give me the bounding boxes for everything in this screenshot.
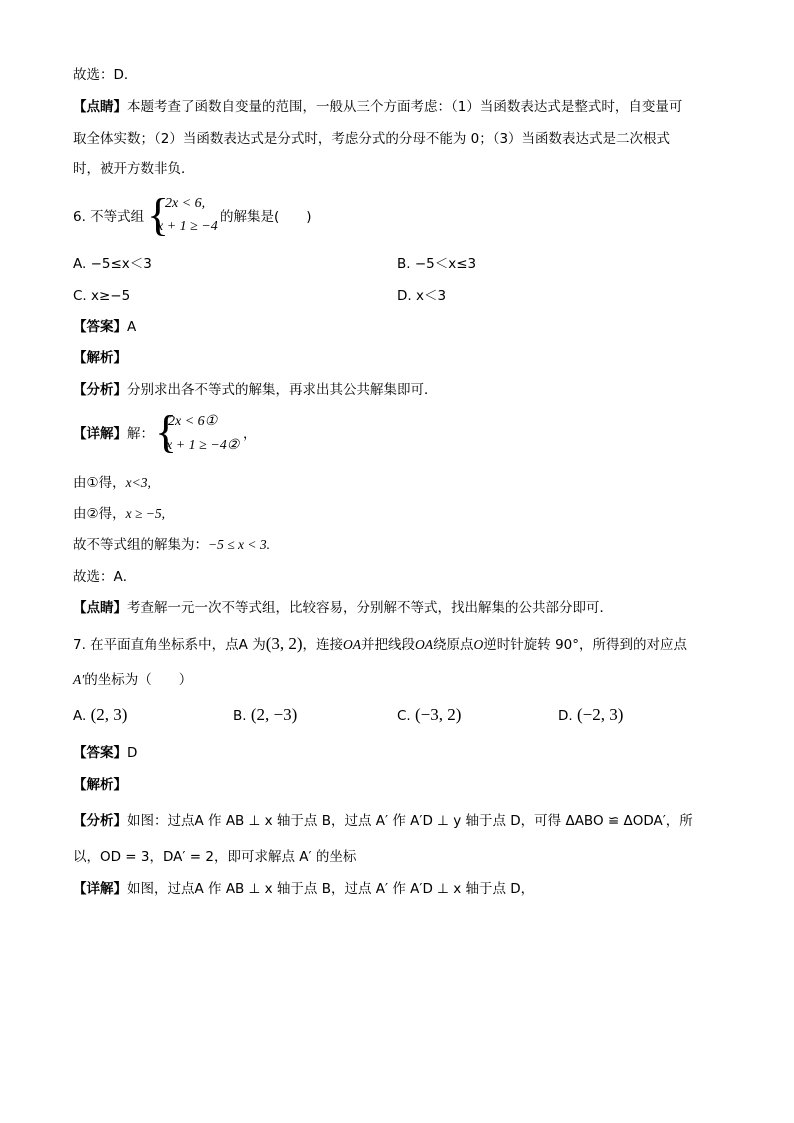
q7-xiangjie: 如图，过点A 作 AB ⊥ x 轴于点 B，过点 A′ 作 A′D ⊥ x 轴于点 D， (127, 881, 535, 897)
q7-oa: OA (343, 637, 362, 652)
q7-xiangjie-line (73, 880, 534, 898)
dianjing-line-2: 取全体实数；（2）当函数表达式是分式时，考虑分式的分母不能为 0；（3）当函数表达式是二次根式 (73, 131, 671, 147)
q7-jiexi-tag: 【解析】 (73, 777, 127, 793)
q6-answer: A (127, 319, 137, 335)
dianjing-line-1 (73, 98, 682, 116)
q7-option-d-label: D. (558, 708, 573, 724)
q7-option-a-value: (2, 3) (90, 705, 128, 724)
q6-fenxi: 分别求出各不等式的解集，再求出其公共解集即可． (127, 382, 438, 398)
q7-text-e: 逆时针旋转 90°，所得到的对应点 (483, 637, 688, 653)
q6-jiexi-tag: 【解析】 (73, 350, 127, 366)
q6-option-b: B. −5＜x≤3 (397, 256, 477, 272)
q6-guxuan: 故选：A． (73, 569, 137, 585)
fenxi-tag-2: 【分析】 (73, 813, 127, 829)
q6-sys-suffix: ， (243, 426, 257, 442)
q7-text-c: 并把线段 (361, 637, 416, 653)
q7-text-a: 7. 在平面直角坐标系中，点A 为 (73, 637, 266, 653)
fenxi-tag: 【分析】 (73, 382, 127, 398)
q7-oa-2: OA (415, 637, 434, 652)
q6-step-1 (73, 474, 151, 492)
q6-prefix: 6. 不等式组 (73, 209, 145, 225)
q7-option-d (558, 706, 623, 725)
q7-option-a-label: A. (73, 708, 87, 724)
q7-answer: D (127, 745, 138, 761)
q6-step-1-prefix: 由①得， (73, 475, 126, 491)
q7-option-b-label: B. (233, 708, 247, 724)
q6-step-3-math: −5 ≤ x < 3. (208, 537, 270, 552)
q6-sys-eq1: 2x < 6① (168, 414, 218, 429)
xiangjie-tag: 【详解】 (73, 426, 127, 442)
q6-fenxi-line (73, 381, 438, 399)
q6-answer-line (73, 318, 136, 336)
dianjing-line-3: 时，被开方数非负． (73, 161, 195, 177)
q7-option-b-value: (2, −3) (250, 705, 298, 724)
q6-step-3 (73, 536, 270, 554)
dianjing-tag: 【点睛】 (73, 99, 127, 115)
q7-text-b: ，连接 (302, 637, 344, 653)
q7-option-a (73, 706, 127, 725)
q7-text-f: 的坐标为（ ） (84, 672, 193, 688)
q7-option-c-value: (−3, 2) (415, 705, 462, 724)
q6-step-2 (73, 505, 165, 523)
q7-text-d: 绕原点 (433, 637, 474, 653)
q6-option-a: A. −5≤x＜3 (73, 256, 152, 272)
q7-coord: (3, 2) (265, 634, 303, 653)
q7-option-b (233, 706, 297, 725)
answer-choice-line: 故选：D． (73, 67, 138, 83)
q6-step-3-prefix: 故不等式组的解集为： (73, 537, 208, 553)
q6-xiangjie-prefix: 解： (127, 426, 154, 442)
q7-fenxi-line-1 (73, 812, 693, 830)
q7-o: O (473, 637, 484, 652)
q6-eq2: x + 1 ≥ −4 (157, 219, 218, 234)
q6-step-1-math: x<3, (125, 475, 151, 490)
q7-line-1 (73, 635, 687, 654)
q7-fenxi-line-2: 以，OD = 3，DA′ = 2，即可求解点 A′ 的坐标 (73, 849, 357, 865)
q7-fenxi-1: 如图：过点A 作 AB ⊥ x 轴于点 B，过点 A′ 作 A′D ⊥ y 轴于点 D，可得 ΔABO ≌ ΔODA′，所 (127, 813, 693, 829)
q7-option-c (397, 706, 461, 725)
q6-brace: { (147, 189, 170, 240)
q6-dianjing-line (73, 599, 613, 617)
q6-sys-eq2: x + 1 ≥ −4② (166, 438, 240, 453)
q6-suffix: 的解集是( ) (220, 209, 312, 225)
q6-step-2-prefix: 由②得， (73, 506, 126, 522)
q6-dianjing: 考查解一元一次不等式组，比较容易，分别解不等式，找出解集的公共部分即可． (127, 600, 613, 616)
q6-option-d: D. x＜3 (397, 288, 447, 304)
q7-option-c-label: C. (397, 708, 411, 724)
q6-step-2-math: x ≥ −5, (125, 506, 165, 521)
q7-option-d-value: (−2, 3) (576, 705, 624, 724)
answer-tag: 【答案】 (73, 319, 127, 335)
q6-eq1: 2x < 6, (165, 196, 206, 211)
q6-sys-brace: { (155, 406, 178, 457)
xiangjie-tag-2: 【详解】 (73, 881, 127, 897)
q7-line-2 (73, 671, 192, 689)
q7-a-prime: A′ (73, 672, 85, 687)
q6-xiangjie-line (73, 425, 154, 443)
dianjing-tag-2: 【点睛】 (73, 600, 127, 616)
q6-option-c: C. x≥−5 (73, 288, 131, 304)
q7-answer-line (73, 744, 137, 762)
answer-tag-2: 【答案】 (73, 745, 127, 761)
dianjing-text-1: 本题考查了函数自变量的范围，一般从三个方面考虑：（1）当函数表达式是整式时，自变量可 (127, 99, 683, 115)
